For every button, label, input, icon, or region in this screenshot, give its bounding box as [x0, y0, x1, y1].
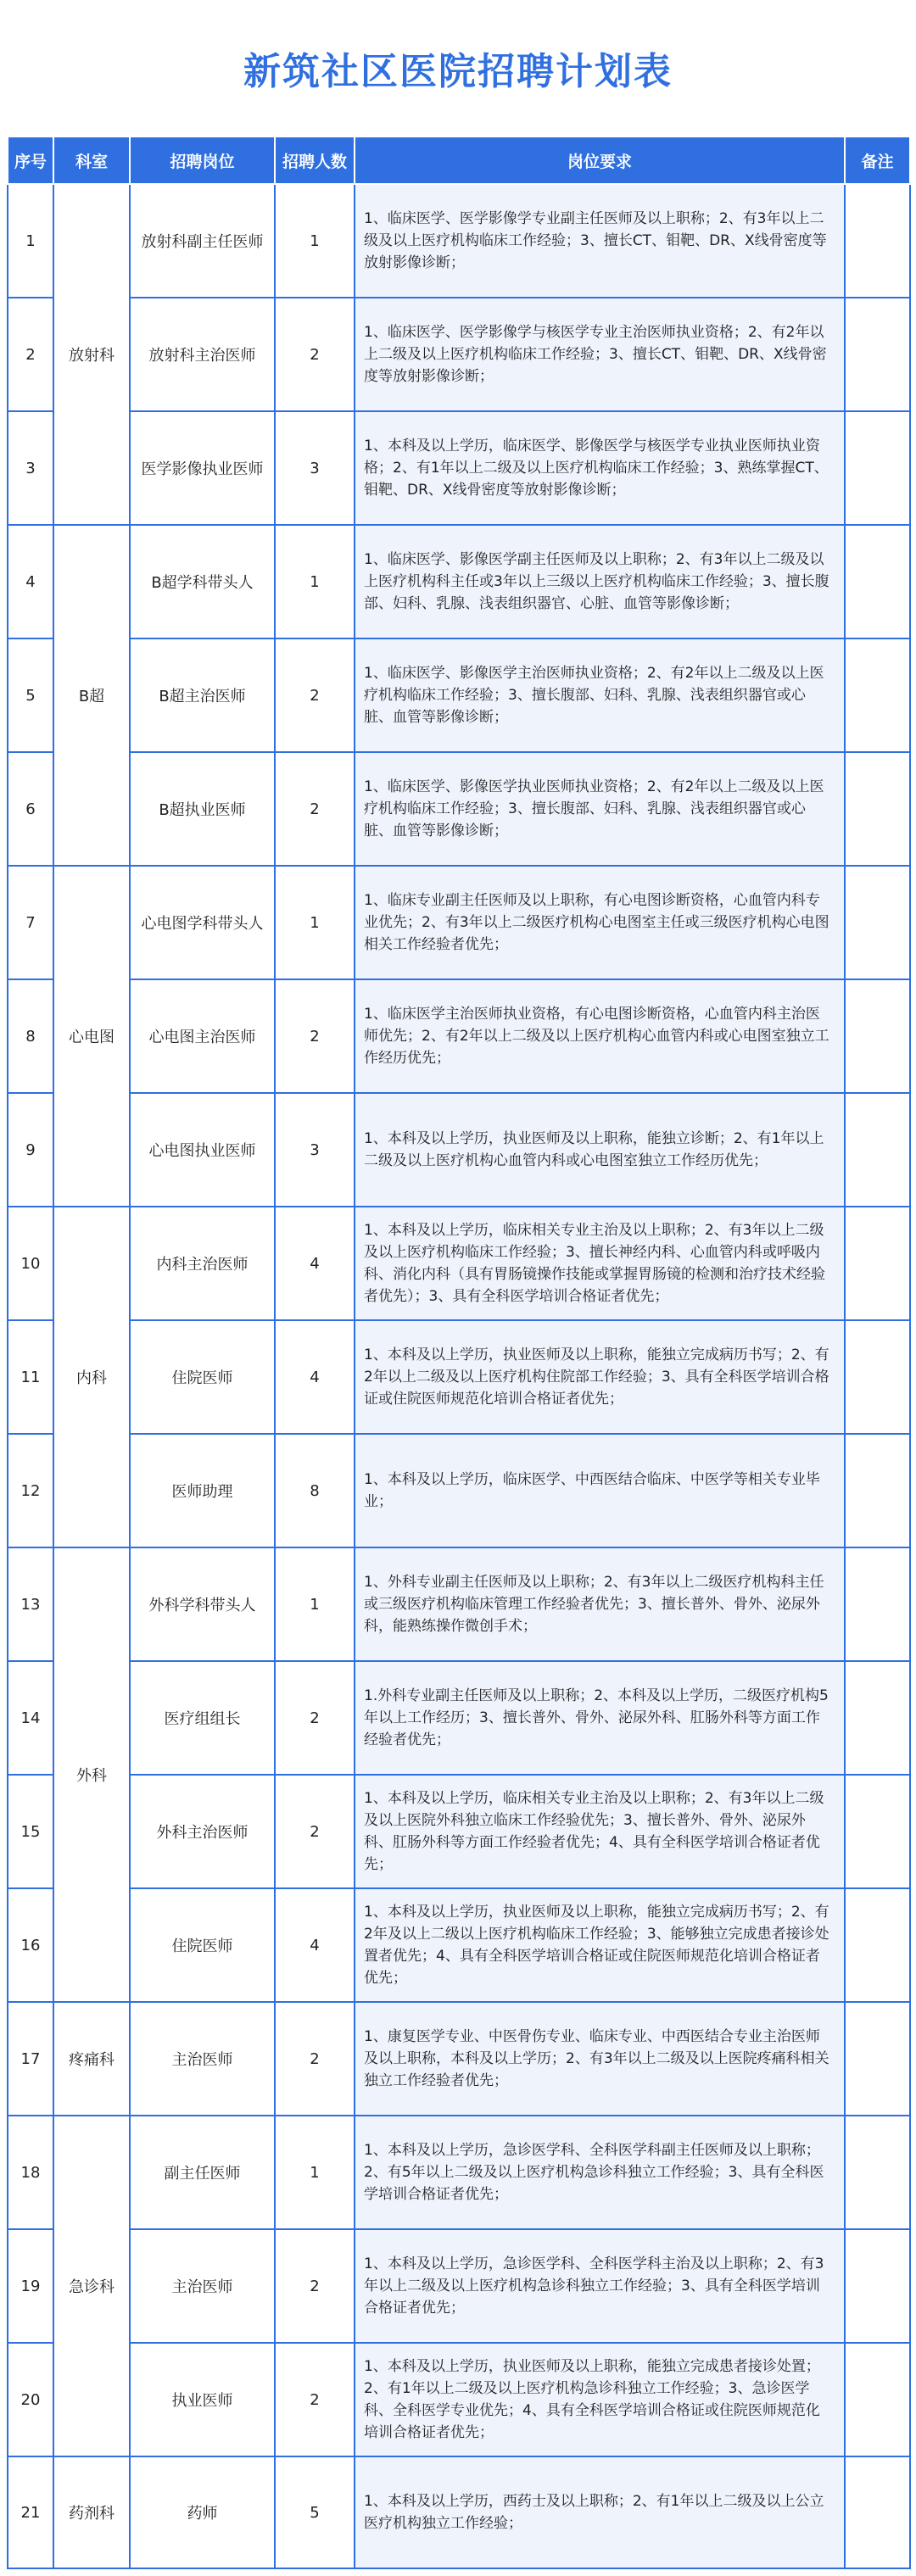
- table-row: [8, 184, 910, 298]
- requirement-text: 1、临床专业副主任医师及以上职称，有心电图诊断资格，心血管内科专业优先；2、有3年以上二级医疗机构心电图室主任或三级医疗机构心电图相关工作经验者优先；: [364, 892, 829, 953]
- requirement-text: 1、本科及以上学历，执业医师及以上职称，能独立完成病历书写；2、有2年以上二级及以上医疗机构住院部工作经验；3、具有全科医学培训合格证或住院医师规范化培训合格证者优先；: [364, 1347, 829, 1408]
- note-cell: [845, 1775, 910, 1888]
- requirement-text: 1、本科及以上学历，西药士及以上职称；2、有1年以上二级及以上公立医疗机构独立工作经验；: [364, 2493, 824, 2532]
- requirement-cell: [355, 1775, 845, 1888]
- note-cell: [845, 1320, 910, 1434]
- count-cell: 2: [275, 638, 355, 752]
- table-row: [8, 2343, 910, 2456]
- dept-cell: 内科: [53, 1207, 130, 1547]
- count-cell: 3: [275, 411, 355, 525]
- requirement-text: 1、临床医学、影像医学执业医师执业资格；2、有2年以上二级及以上医疗机构临床工作经验；3、擅长腹部、妇科、乳腺、浅表组织器官或心脏、血管等影像诊断；: [364, 778, 824, 839]
- table-row: [8, 752, 910, 866]
- row-index: 9: [8, 1093, 53, 1207]
- requirement-cell: [355, 2343, 845, 2456]
- row-index: 14: [8, 1661, 53, 1775]
- count-cell: 2: [275, 1661, 355, 1775]
- note-cell: [845, 752, 910, 866]
- requirement-text: 1、本科及以上学历，急诊医学科、全科医学科主治及以上职称；2、有3年以上二级及以上医疗机构急诊科独立工作经验；3、具有全科医学培训合格证者优先；: [364, 2255, 824, 2317]
- row-index: 2: [8, 298, 53, 411]
- title-area: [0, 0, 916, 136]
- requirement-text: 1、本科及以上学历，执业医师及以上职称，能独立诊断；2、有1年以上二级及以上医疗机构心血管内科或心电图室独立工作经历优先；: [364, 1130, 824, 1169]
- requirement-cell: [355, 866, 845, 979]
- count-cell: 2: [275, 752, 355, 866]
- row-index: 20: [8, 2343, 53, 2456]
- table-row: [8, 1434, 910, 1547]
- count-cell: 2: [275, 979, 355, 1093]
- table-row: [8, 2002, 910, 2116]
- position-cell: B超学科带头人: [130, 525, 275, 638]
- table-row: [8, 1547, 910, 1661]
- note-cell: [845, 866, 910, 979]
- row-index: 1: [8, 184, 53, 298]
- requirement-text: 1、本科及以上学历，临床相关专业主治及以上职称；2、有3年以上二级及以上医院外科独立临床工作经验优先；3、擅长普外、骨外、泌尿外科、肛肠外科等方面工作经验者优先；4、具有全科医学培训合格证者优先；: [364, 1790, 824, 1873]
- requirement-text: 1、本科及以上学历，临床相关专业主治及以上职称；2、有3年以上二级及以上医疗机构临床工作经验；3、擅长神经内科、心血管内科或呼吸内科、消化内科（具有胃肠镜操作技能或掌握胃肠镜的检测和治疗技术经验者优先）；3、具有全科医学培训合格证者优先；: [364, 1222, 825, 1305]
- count-cell: 5: [275, 2456, 355, 2568]
- recruitment-table: [7, 136, 911, 2569]
- row-index: 5: [8, 638, 53, 752]
- note-cell: [845, 1547, 910, 1661]
- requirement-text: 1、本科及以上学历，临床医学、中西医结合临床、中医学等相关专业毕业；: [364, 1471, 820, 1510]
- position-cell: 心电图学科带头人: [130, 866, 275, 979]
- row-index: 13: [8, 1547, 53, 1661]
- note-cell: [845, 1093, 910, 1207]
- dept-cell: 急诊科: [53, 2116, 130, 2456]
- note-cell: [845, 2116, 910, 2229]
- position-cell: 外科主治医师: [130, 1775, 275, 1888]
- requirement-text: 1、本科及以上学历，执业医师及以上职称，能独立完成患者接诊处置；2、有1年以上二级及以上医疗机构急诊科独立工作经验；3、急诊医学科、全科医学专业优先；4、具有全科医学培训合格证或住院医师规范化培训合格证者优先；: [364, 2358, 820, 2441]
- table-row: [8, 638, 910, 752]
- row-index: 8: [8, 979, 53, 1093]
- table-row: [8, 979, 910, 1093]
- count-cell: 4: [275, 1888, 355, 2002]
- count-cell: 1: [275, 2116, 355, 2229]
- note-cell: [845, 2456, 910, 2568]
- row-index: 15: [8, 1775, 53, 1888]
- row-index: 19: [8, 2229, 53, 2343]
- position-cell: 药师: [130, 2456, 275, 2568]
- requirement-text: 1、本科及以上学历，临床医学、影像医学与核医学专业执业医师执业资格；2、有1年以上二级及以上医疗机构临床工作经验；3、熟练掌握CT、钼靶、DR、X线骨密度等放射影像诊断；: [364, 438, 829, 499]
- requirement-text: 1、临床医学、影像医学主治医师执业资格；2、有2年以上二级及以上医疗机构临床工作经验；3、擅长腹部、妇科、乳腺、浅表组织器官或心脏、血管等影像诊断；: [364, 665, 824, 726]
- table-row: [8, 298, 910, 411]
- position-cell: B超执业医师: [130, 752, 275, 866]
- row-index: 4: [8, 525, 53, 638]
- table-row: [8, 1320, 910, 1434]
- row-index: 6: [8, 752, 53, 866]
- row-index: 11: [8, 1320, 53, 1434]
- requirement-cell: [355, 1547, 845, 1661]
- count-cell: 4: [275, 1207, 355, 1320]
- requirement-text: 1、康复医学专业、中医骨伤专业、临床专业、中西医结合专业主治医师及以上职称，本科及以上学历；2、有3年以上二级及以上医院疼痛科相关独立工作经验者优先；: [364, 2028, 829, 2089]
- requirement-cell: [355, 1434, 845, 1547]
- requirement-cell: [355, 1888, 845, 2002]
- table-row: [8, 2229, 910, 2343]
- count-cell: 2: [275, 2343, 355, 2456]
- requirement-text: 1.外科专业副主任医师及以上职称；2、本科及以上学历，二级医疗机构5年以上工作经历；3、擅长普外、骨外、泌尿外科、肛肠外科等方面工作经验者优先；: [364, 1687, 829, 1748]
- position-cell: 放射科副主任医师: [130, 184, 275, 298]
- requirement-cell: [355, 2116, 845, 2229]
- row-index: 10: [8, 1207, 53, 1320]
- row-index: 12: [8, 1434, 53, 1547]
- requirement-text: 1、本科及以上学历，急诊医学科、全科医学科副主任医师及以上职称；2、有5年以上二级及以上医疗机构急诊科独立工作经验；3、具有全科医学培训合格证者优先；: [364, 2142, 824, 2203]
- dept-cell: 放射科: [53, 184, 130, 525]
- table-row: [8, 1207, 910, 1320]
- dept-cell: 疼痛科: [53, 2002, 130, 2116]
- position-cell: 心电图主治医师: [130, 979, 275, 1093]
- requirement-cell: [355, 1207, 845, 1320]
- count-cell: 8: [275, 1434, 355, 1547]
- note-cell: [845, 2002, 910, 2116]
- header-cnt: 招聘人数: [275, 137, 355, 184]
- position-cell: 住院医师: [130, 1320, 275, 1434]
- table-row: [8, 1775, 910, 1888]
- count-cell: 2: [275, 2002, 355, 2116]
- table-row: [8, 1888, 910, 2002]
- count-cell: 4: [275, 1320, 355, 1434]
- note-cell: [845, 411, 910, 525]
- requirement-text: 1、临床医学、医学影像学与核医学专业主治医师执业资格；2、有2年以上二级及以上医疗机构临床工作经验；3、擅长CT、钼靶、DR、X线骨密度等放射影像诊断；: [364, 324, 827, 385]
- note-cell: [845, 2229, 910, 2343]
- requirement-text: 1、临床医学、影像医学副主任医师及以上职称；2、有3年以上二级及以上医疗机构科主任或3年以上三级以上医疗机构临床工作经验；3、擅长腹部、妇科、乳腺、浅表组织器官、心脏、血管等影像诊断；: [364, 551, 829, 612]
- position-cell: 主治医师: [130, 2002, 275, 2116]
- note-cell: [845, 1888, 910, 2002]
- position-cell: 住院医师: [130, 1888, 275, 2002]
- requirement-cell: [355, 298, 845, 411]
- note-cell: [845, 1661, 910, 1775]
- table-header-row: [8, 137, 910, 184]
- position-cell: B超主治医师: [130, 638, 275, 752]
- note-cell: [845, 525, 910, 638]
- position-cell: 医疗组组长: [130, 1661, 275, 1775]
- table-row: [8, 411, 910, 525]
- table-row: [8, 1093, 910, 1207]
- note-cell: [845, 979, 910, 1093]
- count-cell: 2: [275, 2229, 355, 2343]
- note-cell: [845, 298, 910, 411]
- requirement-cell: [355, 184, 845, 298]
- requirement-text: 1、本科及以上学历，执业医师及以上职称，能独立完成病历书写；2、有2年及以上二级以上医疗机构临床工作经验；3、能够独立完成患者接诊处置者优先；4、具有全科医学培训合格证或住院医师规范化培训合格证者优先；: [364, 1904, 829, 1987]
- requirement-cell: [355, 2002, 845, 2116]
- requirement-cell: [355, 525, 845, 638]
- count-cell: 2: [275, 298, 355, 411]
- header-idx: 序号: [8, 137, 53, 184]
- requirement-cell: [355, 2456, 845, 2568]
- row-index: 18: [8, 2116, 53, 2229]
- table-row: [8, 2456, 910, 2568]
- header-pos: 招聘岗位: [130, 137, 275, 184]
- count-cell: 3: [275, 1093, 355, 1207]
- position-cell: 心电图执业医师: [130, 1093, 275, 1207]
- dept-cell: 外科: [53, 1547, 130, 2002]
- row-index: 7: [8, 866, 53, 979]
- row-index: 16: [8, 1888, 53, 2002]
- row-index: 21: [8, 2456, 53, 2568]
- position-cell: 内科主治医师: [130, 1207, 275, 1320]
- requirement-cell: [355, 1320, 845, 1434]
- requirement-cell: [355, 2229, 845, 2343]
- requirement-text: 1、临床医学、医学影像学专业副主任医师及以上职称；2、有3年以上二级及以上医疗机构临床工作经验；3、擅长CT、钼靶、DR、X线骨密度等放射影像诊断；: [364, 210, 827, 271]
- position-cell: 医师助理: [130, 1434, 275, 1547]
- position-cell: 主治医师: [130, 2229, 275, 2343]
- count-cell: 1: [275, 184, 355, 298]
- position-cell: 执业医师: [130, 2343, 275, 2456]
- row-index: 3: [8, 411, 53, 525]
- dept-cell: 心电图: [53, 866, 130, 1207]
- requirement-cell: [355, 1093, 845, 1207]
- table-row: [8, 525, 910, 638]
- requirement-text: 1、外科专业副主任医师及以上职称；2、有3年以上二级医疗机构科主任或三级医疗机构临床管理工作经验者优先；3、擅长普外、骨外、泌尿外科，能熟练操作微创手术；: [364, 1574, 824, 1635]
- position-cell: 副主任医师: [130, 2116, 275, 2229]
- count-cell: 2: [275, 1775, 355, 1888]
- header-req: 岗位要求: [355, 137, 845, 184]
- requirement-cell: [355, 752, 845, 866]
- requirement-cell: [355, 638, 845, 752]
- page-title: 新筑社区医院招聘计划表: [243, 50, 673, 93]
- count-cell: 1: [275, 1547, 355, 1661]
- count-cell: 1: [275, 866, 355, 979]
- table-row: [8, 2116, 910, 2229]
- table-row: [8, 1661, 910, 1775]
- note-cell: [845, 1434, 910, 1547]
- position-cell: 外科学科带头人: [130, 1547, 275, 1661]
- requirement-cell: [355, 1661, 845, 1775]
- row-index: 17: [8, 2002, 53, 2116]
- note-cell: [845, 2343, 910, 2456]
- dept-cell: 药剂科: [53, 2456, 130, 2568]
- count-cell: 1: [275, 525, 355, 638]
- position-cell: 放射科主治医师: [130, 298, 275, 411]
- dept-cell: B超: [53, 525, 130, 866]
- note-cell: [845, 184, 910, 298]
- requirement-cell: [355, 979, 845, 1093]
- note-cell: [845, 638, 910, 752]
- requirement-text: 1、临床医学主治医师执业资格，有心电图诊断资格，心血管内科主治医师优先；2、有2年以上二级及以上医疗机构心血管内科或心电图室独立工作经历优先；: [364, 1006, 829, 1067]
- table-row: [8, 866, 910, 979]
- header-note: 备注: [845, 137, 910, 184]
- note-cell: [845, 1207, 910, 1320]
- requirement-cell: [355, 411, 845, 525]
- header-dept: 科室: [53, 137, 130, 184]
- position-cell: 医学影像执业医师: [130, 411, 275, 525]
